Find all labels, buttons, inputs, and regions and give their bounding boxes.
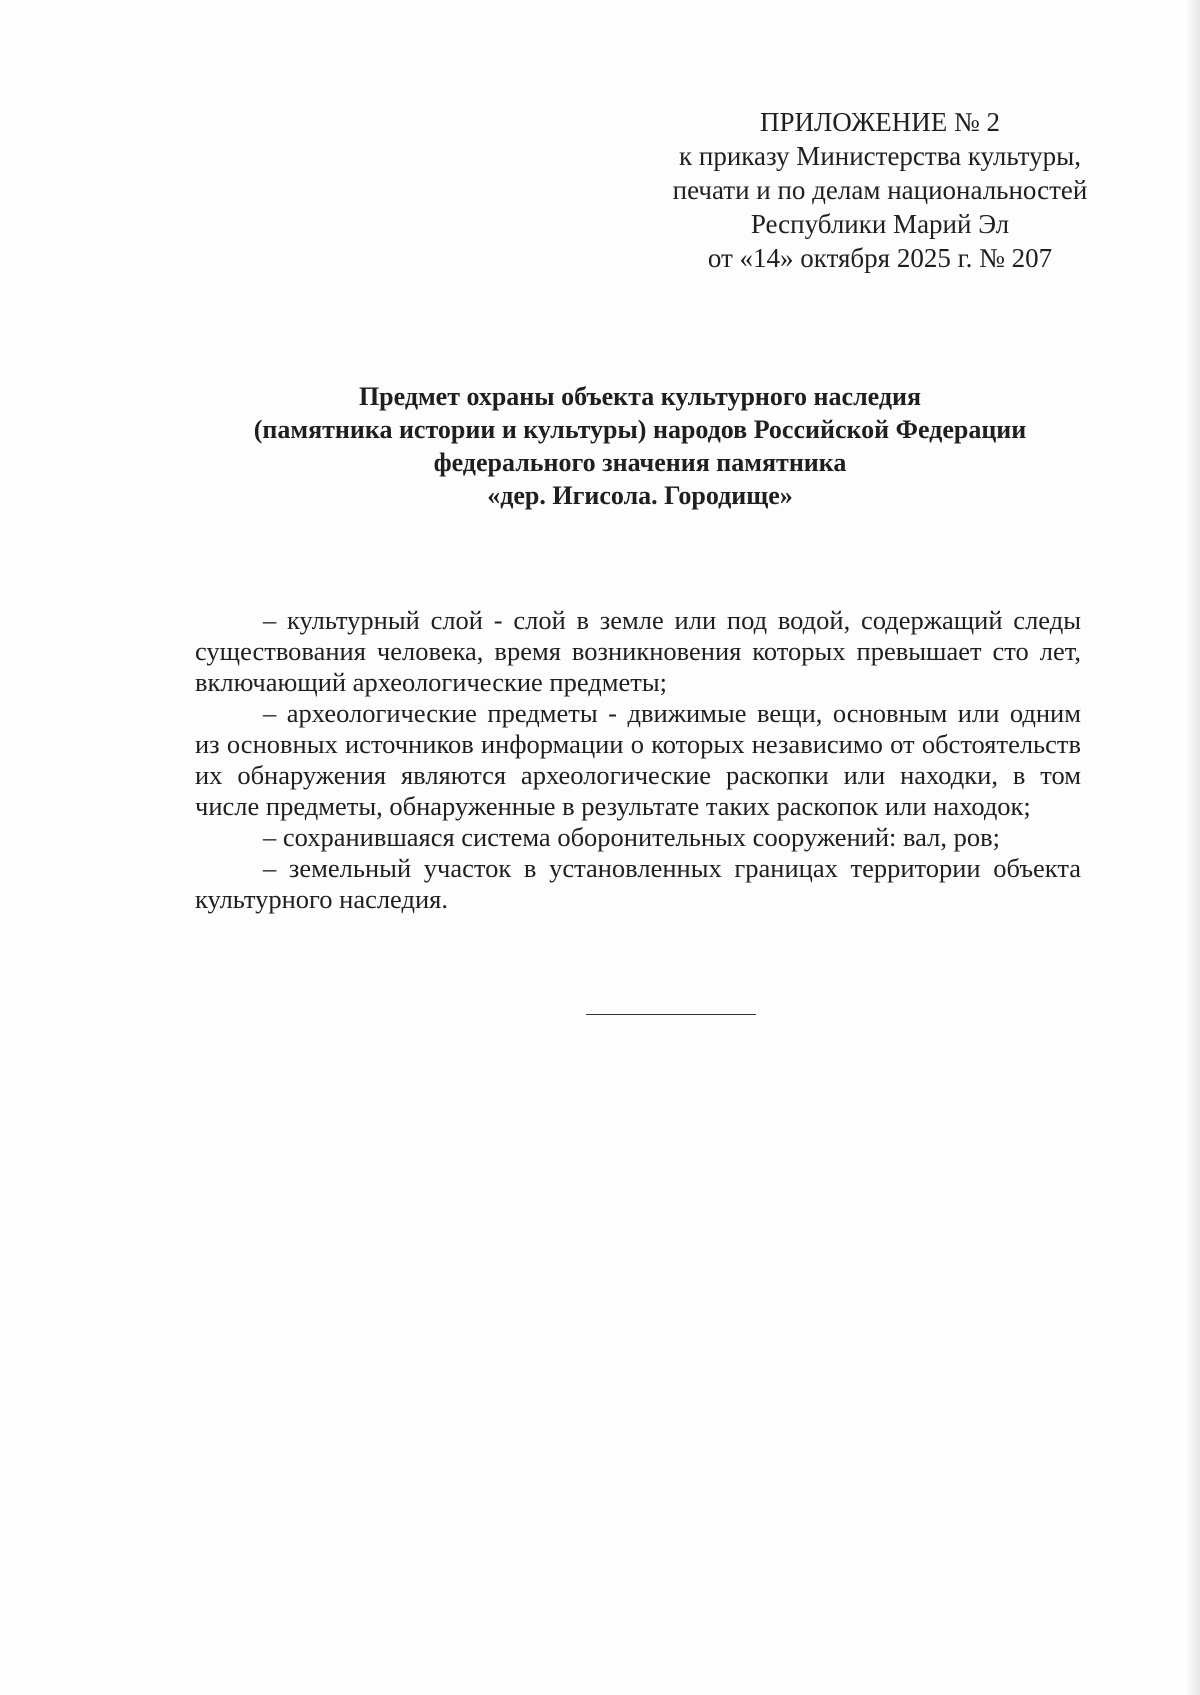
document-title: [150, 380, 1130, 512]
list-item-land-plot: – земельный участок в установленных границах территории объекта культурного наследия.: [195, 853, 1081, 914]
title-line: «дер. Игисола. Городище»: [487, 481, 793, 510]
page-edge-shadow: [1186, 0, 1200, 1695]
title-line: федерального значения памятника: [433, 448, 847, 477]
appendix-ministry: печати и по делам национальностей: [672, 175, 1088, 205]
title-line: Предмет охраны объекта культурного наследия: [358, 382, 922, 411]
appendix-header: [640, 105, 1120, 275]
protection-items-list: [195, 605, 1081, 915]
appendix-republic: Республики Марий Эл: [750, 209, 1010, 239]
end-divider-line: [586, 1014, 756, 1015]
title-line: (памятника истории и культуры) народов Российской Федерации: [253, 415, 1027, 444]
appendix-order-ref: к приказу Министерства культуры,: [679, 141, 1081, 171]
list-item-archaeological-objects: – археологические предметы - движимые вещи, основным или одним из основных источников информации о которых независимо от обстоятельств их обнаружения являются археологические раскопки или находки, в том числе предметы, обнаруженные в результате таких раскопок или находок;: [195, 698, 1081, 821]
list-item-defensive-system: – сохранившаяся система оборонительных сооружений: вал, ров;: [263, 822, 1001, 852]
appendix-date: от «14» октября 2025 г. № 207: [707, 243, 1053, 273]
list-item-cultural-layer: – культурный слой - слой в земле или под водой, содержащий следы существования человека, время возникновения которых превышает сто лет, включающий археологические предметы;: [195, 605, 1081, 697]
appendix-number: ПРИЛОЖЕНИЕ № 2: [759, 107, 1001, 137]
